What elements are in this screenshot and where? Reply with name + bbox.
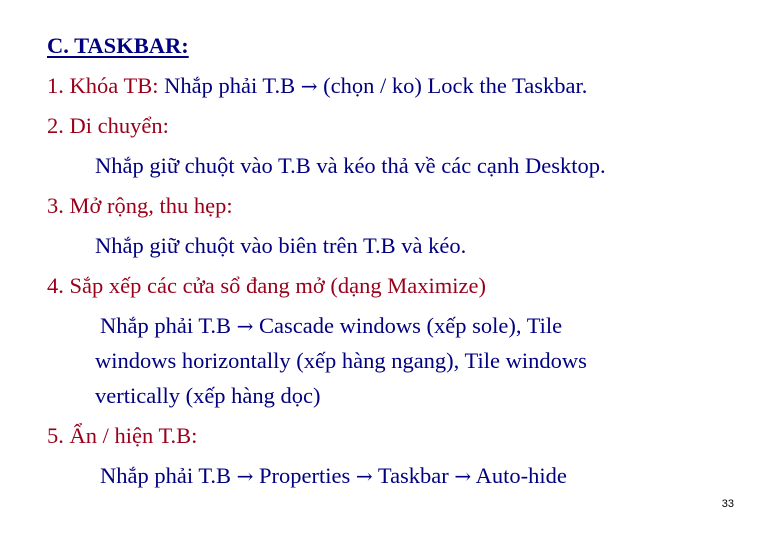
- item-5-detail-part-3: Taskbar: [377, 463, 449, 488]
- item-4-title: Sắp xếp các cửa sổ đang mở (dạng Maximize): [69, 273, 486, 298]
- page-number: 33: [721, 498, 734, 510]
- item-1-desc-part-2: (chọn / ko) Lock the Taskbar.: [323, 73, 588, 98]
- item-4-detail-part-2: Cascade windows (xếp sole), Tile: [259, 313, 563, 338]
- arrow-icon: →: [355, 464, 373, 488]
- arrow-icon: →: [454, 464, 472, 488]
- item-5-detail-part-1: Nhắp phải T.B: [100, 463, 232, 488]
- item-4-title-line: [47, 275, 486, 298]
- item-1: [47, 75, 587, 98]
- item-4-number: 4.: [47, 273, 64, 298]
- item-1-number: 1.: [47, 73, 64, 98]
- item-4-detail-part-1: Nhắp phải T.B: [100, 313, 232, 338]
- section-heading: C. TASKBAR:: [47, 33, 189, 58]
- item-3-title-line: [47, 195, 233, 218]
- item-3-title: Mở rộng, thu hẹp:: [69, 193, 233, 218]
- item-3-detail: Nhắp giữ chuột vào biên trên T.B và kéo.: [95, 233, 467, 258]
- item-2-number: 2.: [47, 113, 64, 138]
- item-2-title-line: [47, 115, 169, 138]
- item-5-title-line: [47, 425, 197, 448]
- item-4-detail-line-2: windows horizontally (xếp hàng ngang), Tile windows: [95, 348, 587, 373]
- item-5-detail-part-4: Auto-hide: [475, 463, 567, 488]
- item-3-number: 3.: [47, 193, 64, 218]
- item-2-detail: Nhắp giữ chuột vào T.B và kéo thả về các cạnh Desktop.: [95, 153, 606, 178]
- item-5-detail-part-2: Properties: [259, 463, 351, 488]
- item-1-title: Khóa TB:: [69, 73, 159, 98]
- item-5-title: Ẩn / hiện T.B:: [69, 423, 198, 448]
- arrow-icon: →: [236, 314, 254, 338]
- item-1-desc-part-1: Nhắp phải T.B: [164, 73, 296, 98]
- item-2-title: Di chuyển:: [69, 113, 169, 138]
- item-5-detail: [100, 465, 567, 488]
- arrow-icon: →: [300, 74, 318, 98]
- item-5-number: 5.: [47, 423, 64, 448]
- item-4-detail-line-1: [100, 315, 562, 338]
- arrow-icon: →: [236, 464, 254, 488]
- item-4-detail-line-3: vertically (xếp hàng dọc): [95, 383, 321, 408]
